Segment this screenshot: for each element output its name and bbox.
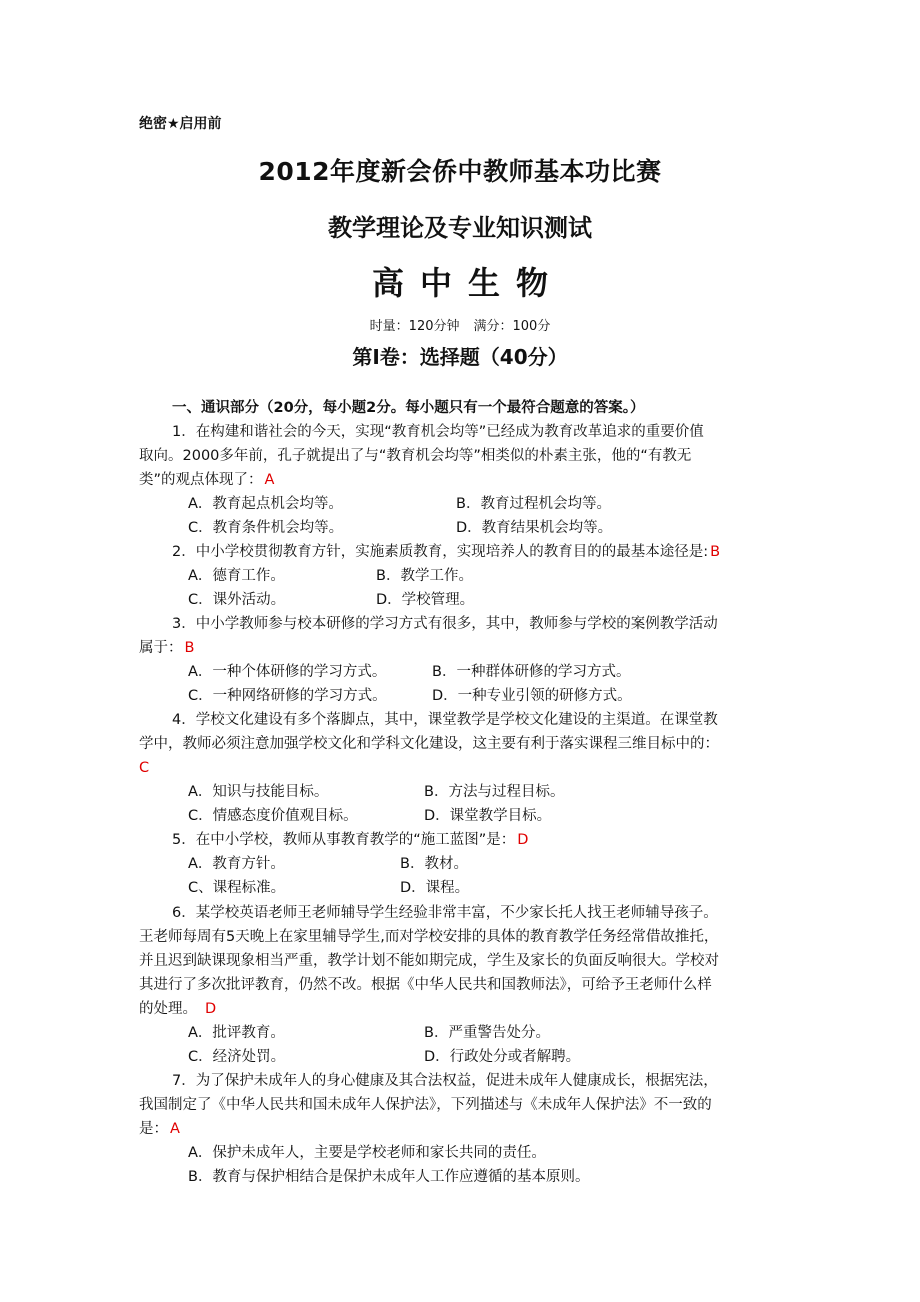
question-text: 5．在中小学校，教师从事教育教学的“施工蓝图”是： bbox=[172, 832, 516, 848]
option-b: B．严重警告处分。 bbox=[424, 1025, 550, 1041]
option-a: A．教育起点机会均等。 bbox=[188, 496, 343, 512]
question-4-line-1: 4．学校文化建设有多个落脚点，其中，课堂教学是学校文化建设的主渠道。在课堂教 bbox=[172, 712, 718, 728]
option-a: A．一种个体研修的学习方式。 bbox=[188, 664, 387, 680]
time-limit: 时量：120分钟 bbox=[369, 319, 460, 334]
question-4-line-2: 学中，教师必须注意加强学校文化和学科文化建设，这主要有利于落实课程三维目标中的： bbox=[139, 736, 719, 752]
question-text: 的处理。 bbox=[139, 1001, 197, 1017]
answer-key: C bbox=[139, 760, 150, 776]
option-b: B．方法与过程目标。 bbox=[424, 784, 565, 800]
question-1-line-3 bbox=[139, 470, 274, 490]
confidential-label: 绝密★启用前 bbox=[139, 116, 222, 132]
option-c: C．情感态度价值观目标。 bbox=[188, 808, 358, 824]
question-text: 2．中小学校贯彻教育方针，实施素质教育，实现培养人的教育目的的最基本途径是: bbox=[172, 544, 709, 560]
answer-key: A bbox=[170, 1121, 180, 1137]
option-b: B．教育过程机会均等。 bbox=[456, 496, 611, 512]
question-3-line-2 bbox=[139, 638, 194, 658]
option-b: B．教学工作。 bbox=[376, 568, 473, 584]
answer-key: B bbox=[710, 544, 721, 560]
question-7-line-1: 7．为了保护未成年人的身心健康及其合法权益，促进未成年人健康成长，根据宪法， bbox=[172, 1073, 718, 1089]
question-7-line-2: 我国制定了《中华人民共和国未成年人保护法》，下列描述与《未成年人保护法》不一致的 bbox=[139, 1097, 712, 1113]
option-a: A．教育方针。 bbox=[188, 856, 285, 872]
full-score: 满分：100分 bbox=[473, 319, 551, 334]
question-6-line-2: 王老师每周有5天晚上在家里辅导学生,而对学校安排的具体的教育教学任务经常借故推托， bbox=[139, 929, 719, 945]
option-c: C、课程标准。 bbox=[188, 880, 286, 896]
option-a: A．知识与技能目标。 bbox=[188, 784, 329, 800]
question-5-line-1 bbox=[172, 830, 528, 850]
question-6-line-4: 其进行了多次批评教育，仍然不改。根据《中华人民共和国教师法》，可给予王老师什么样 bbox=[139, 977, 712, 993]
option-c: C．教育条件机会均等。 bbox=[188, 520, 344, 536]
exam-title: 2012年度新会侨中教师基本功比赛 bbox=[258, 157, 662, 186]
option-c: C．经济处罚。 bbox=[188, 1049, 286, 1065]
option-b: B．教育与保护相结合是保护未成年人工作应遵循的基本原则。 bbox=[188, 1169, 590, 1185]
answer-key: D bbox=[205, 1001, 217, 1017]
option-d: D．学校管理。 bbox=[376, 592, 475, 608]
question-7-line-3 bbox=[139, 1119, 180, 1139]
question-2-line-1 bbox=[172, 542, 720, 562]
option-c: C．一种网络研修的学习方式。 bbox=[188, 688, 387, 704]
answer-key: D bbox=[517, 832, 529, 848]
part-title: 第Ⅰ卷：选择题（40分） bbox=[352, 345, 568, 369]
option-b: B．教材。 bbox=[400, 856, 468, 872]
exam-subtitle: 教学理论及专业知识测试 bbox=[328, 214, 592, 242]
question-6-line-5 bbox=[139, 999, 216, 1019]
answer-key: A bbox=[264, 472, 275, 488]
option-d: D．教育结果机会均等。 bbox=[456, 520, 613, 536]
question-6-line-3: 并且迟到缺课现象相当严重，教学计划不能如期完成，学生及家长的负面反响很大。学校对 bbox=[139, 953, 719, 969]
option-d: D．一种专业引领的研修方式。 bbox=[432, 688, 632, 704]
option-a: A．批评教育。 bbox=[188, 1025, 285, 1041]
question-text: 是： bbox=[139, 1121, 168, 1137]
exam-meta bbox=[0, 318, 920, 336]
option-a: A．德育工作。 bbox=[188, 568, 285, 584]
section-heading: 一、通识部分（20分，每小题2分。每小题只有一个最符合题意的答案。） bbox=[172, 400, 645, 416]
answer-key: B bbox=[184, 640, 195, 656]
question-4-line-3 bbox=[139, 758, 149, 778]
option-d: D．行政处分或者解聘。 bbox=[424, 1049, 581, 1065]
subject-title: 高中生物 bbox=[371, 264, 564, 302]
question-text: 属于： bbox=[139, 640, 183, 656]
option-d: D．课程。 bbox=[400, 880, 470, 896]
option-a: A．保护未成年人，主要是学校老师和家长共同的责任。 bbox=[188, 1145, 546, 1161]
question-1-line-1: 1．在构建和谐社会的今天，实现“教育机会均等”已经成为教育改革追求的重要价值 bbox=[172, 424, 704, 440]
option-c: C．课外活动。 bbox=[188, 592, 286, 608]
question-text: 类”的观点体现了： bbox=[139, 472, 263, 488]
option-d: D．课堂教学目标。 bbox=[424, 808, 552, 824]
question-1-line-2: 取向。2000多年前，孔子就提出了与“教育机会均等”相类似的朴素主张，他的“有教无 bbox=[139, 448, 692, 464]
question-3-line-1: 3．中小学教师参与校本研修的学习方式有很多，其中，教师参与学校的案例教学活动 bbox=[172, 616, 718, 632]
question-6-line-1: 6．某学校英语老师王老师辅导学生经验非常丰富，不少家长托人找王老师辅导孩子。 bbox=[172, 905, 718, 921]
option-b: B．一种群体研修的学习方式。 bbox=[432, 664, 631, 680]
